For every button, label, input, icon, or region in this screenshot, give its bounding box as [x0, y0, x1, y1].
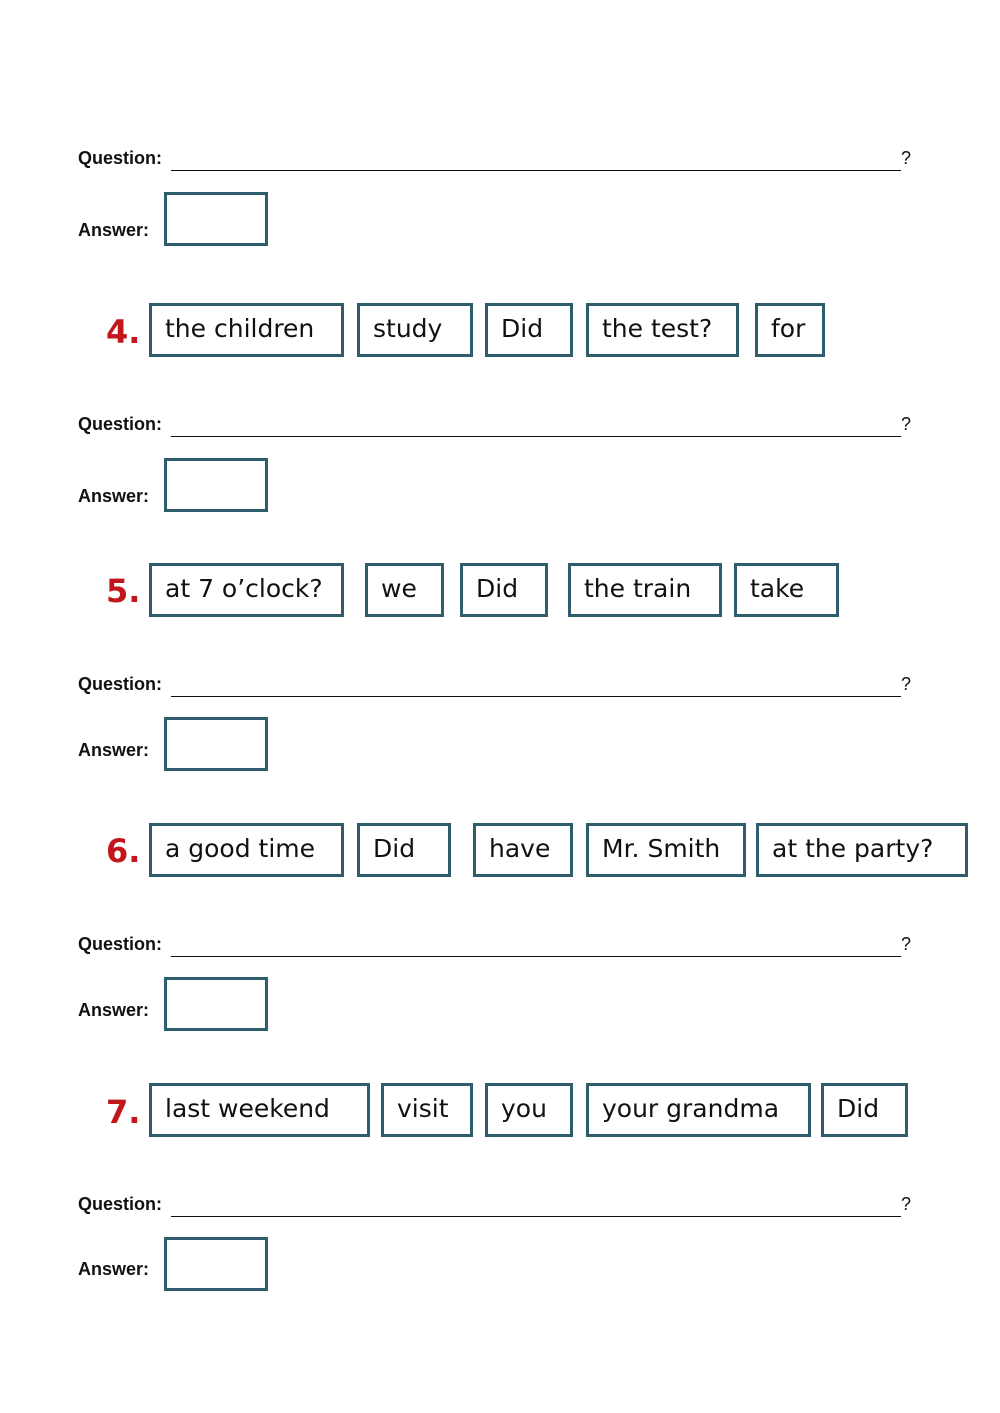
word-card[interactable]: your grandma: [586, 1083, 811, 1137]
answer-box[interactable]: [164, 458, 268, 512]
question-row: [78, 414, 918, 444]
answer-label: Answer:: [78, 1259, 150, 1279]
question-label: Question:: [78, 934, 162, 954]
word-card[interactable]: study: [357, 303, 473, 357]
answer-row: [78, 458, 278, 514]
answer-row: [78, 192, 278, 248]
question-answer-line[interactable]: [171, 1216, 901, 1217]
word-card[interactable]: take: [734, 563, 839, 617]
question-mark: ?: [901, 934, 912, 954]
question-row: [78, 674, 918, 704]
word-card[interactable]: Did: [485, 303, 573, 357]
question-answer-line[interactable]: [171, 436, 901, 437]
word-card[interactable]: visit: [381, 1083, 473, 1137]
exercise-number: 7.: [106, 1093, 141, 1131]
word-card[interactable]: the test?: [586, 303, 739, 357]
question-mark: ?: [901, 674, 912, 694]
question-label: Question:: [78, 414, 162, 434]
word-card[interactable]: the children: [149, 303, 344, 357]
answer-label: Answer:: [78, 1000, 150, 1020]
word-card[interactable]: have: [473, 823, 573, 877]
question-answer-line[interactable]: [171, 170, 901, 171]
question-label: Question:: [78, 674, 162, 694]
answer-row: [78, 1237, 278, 1293]
question-row: [78, 1194, 918, 1224]
answer-box[interactable]: [164, 717, 268, 771]
answer-label: Answer:: [78, 486, 150, 506]
word-card[interactable]: at 7 o’clock?: [149, 563, 344, 617]
answer-box[interactable]: [164, 1237, 268, 1291]
answer-box[interactable]: [164, 192, 268, 246]
question-mark: ?: [901, 148, 912, 168]
question-row: [78, 934, 918, 964]
answer-label: Answer:: [78, 740, 150, 760]
word-card[interactable]: Did: [357, 823, 451, 877]
answer-row: [78, 717, 278, 773]
question-label: Question:: [78, 1194, 162, 1214]
word-card[interactable]: last weekend: [149, 1083, 370, 1137]
word-card[interactable]: you: [485, 1083, 573, 1137]
word-card[interactable]: a good time: [149, 823, 344, 877]
exercise-number: 6.: [106, 832, 141, 870]
word-card[interactable]: Did: [460, 563, 548, 617]
exercise-number: 4.: [106, 313, 141, 351]
word-card[interactable]: at the party?: [756, 823, 968, 877]
question-mark: ?: [901, 414, 912, 434]
word-card[interactable]: we: [365, 563, 444, 617]
word-card[interactable]: Mr. Smith: [586, 823, 746, 877]
answer-row: [78, 977, 278, 1033]
word-card[interactable]: Did: [821, 1083, 908, 1137]
question-answer-line[interactable]: [171, 696, 901, 697]
word-card[interactable]: for: [755, 303, 825, 357]
word-card[interactable]: the train: [568, 563, 722, 617]
question-answer-line[interactable]: [171, 956, 901, 957]
answer-box[interactable]: [164, 977, 268, 1031]
question-row: [78, 148, 918, 178]
question-label: Question:: [78, 148, 162, 168]
answer-label: Answer:: [78, 220, 150, 240]
question-mark: ?: [901, 1194, 912, 1214]
exercise-number: 5.: [106, 572, 141, 610]
